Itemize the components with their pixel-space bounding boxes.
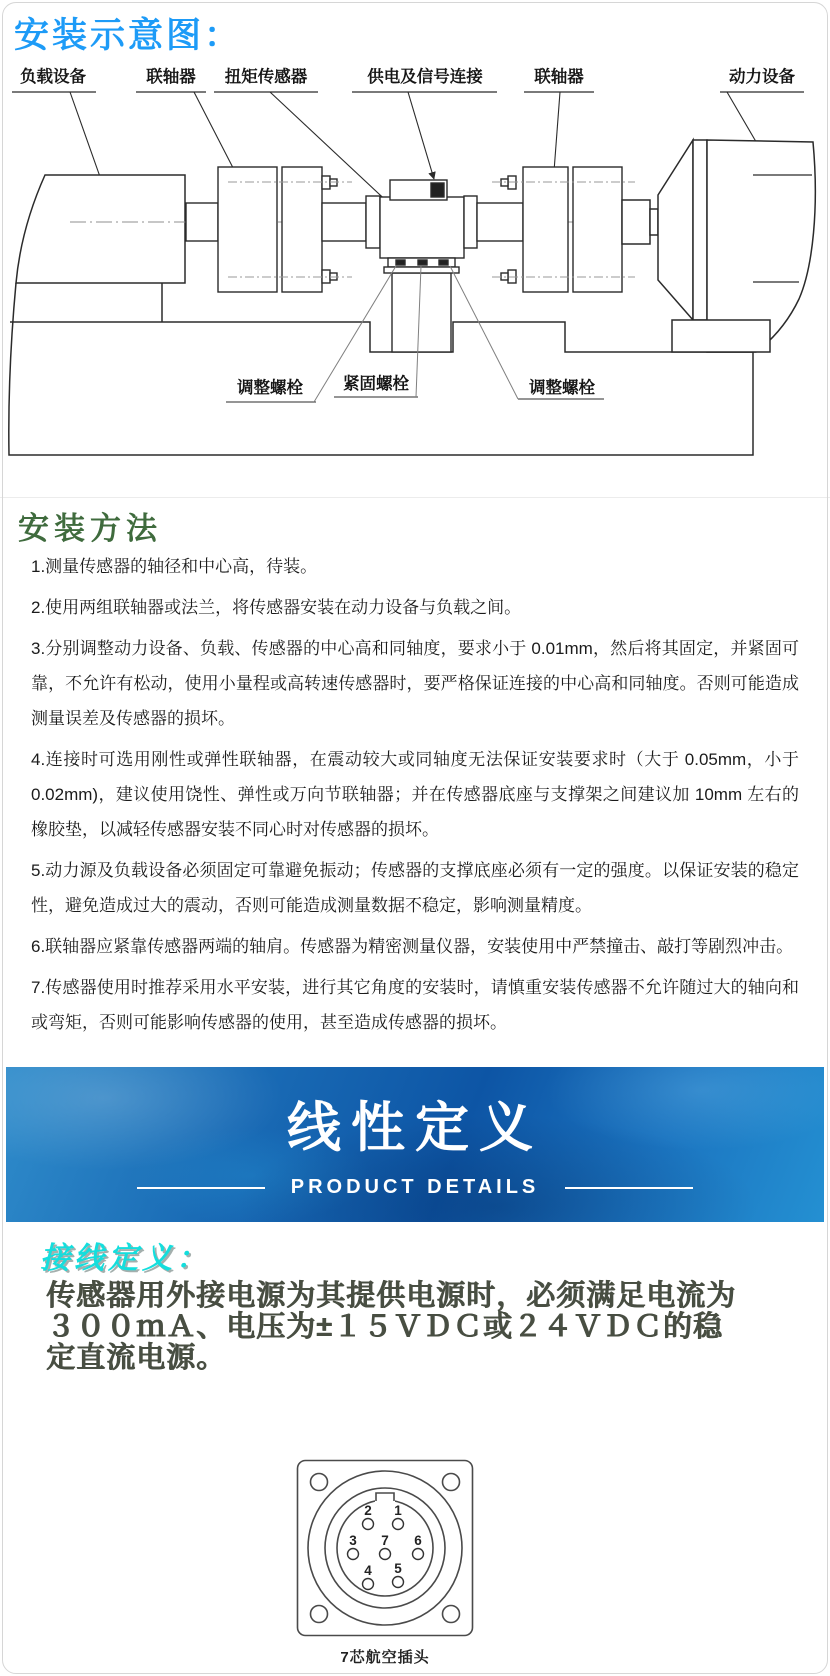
pin-3 (348, 1549, 359, 1560)
wiring-definition-title: 接线定义： (40, 1242, 210, 1275)
banner-rule-right (565, 1187, 693, 1189)
note-line-2: ３００ｍＡ、电压为±１５ＶＤＣ或２４ＶＤＣ的稳 (46, 1311, 723, 1343)
label-adjust-bolt-right: 调整螺栓 (529, 379, 595, 397)
sensor-pedestal (384, 258, 459, 352)
install-step-7: 7.传感器使用时推荐采用水平安装，进行其它角度的安装时，请慎重安装传感器不允许随过大的轴向和或弯矩，否则可能影响传感器的使用，甚至造成传感器的损坏。 (31, 978, 799, 1032)
mount-hole (443, 1474, 460, 1491)
pin-2-number: 2 (364, 1503, 372, 1518)
label-coupling-right: 联轴器 (534, 68, 584, 86)
banner-title: 线性定义 (287, 1098, 543, 1158)
machine-base (9, 283, 753, 455)
label-torque-sensor: 扭矩传感器 (224, 68, 308, 86)
note-line-3: 定直流电源。 (46, 1342, 227, 1374)
install-steps (31, 549, 799, 1046)
aviation-plug-diagram (255, 1448, 515, 1644)
torque-sensor-assembly (322, 180, 523, 258)
power-supply-note (46, 1281, 808, 1374)
mount-hole (443, 1606, 460, 1623)
pin-6-number: 6 (414, 1533, 422, 1548)
pin-3-number: 3 (349, 1533, 357, 1548)
install-method-title: 安装方法 (18, 511, 162, 546)
install-step-1: 1.测量传感器的轴径和中心高，待装。 (31, 557, 318, 576)
install-step-2: 2.使用两组联轴器或法兰，将传感器安装在动力设备与负载之间。 (31, 598, 522, 617)
bottom-label-underlines (226, 397, 604, 402)
label-coupling-left: 联轴器 (146, 68, 196, 86)
label-power-device: 动力设备 (729, 68, 795, 86)
install-diagram-title: 安装示意图： (14, 16, 243, 55)
install-step-6: 6.联轴器应紧靠传感器两端的轴肩。传感器为精密测量仪器，安装使用中严禁撞击、敲打等剧烈冲击。 (31, 937, 794, 956)
install-step-3: 3.分别调整动力设备、负载、传感器的中心高和同轴度，要求小于 0.01mm，然后将其固定，并紧固可靠，不允许有松动，使用小量程或高转速传感器时，要严格保证连接的中心高和同轴度。否则可能造成测量误差及传感器的损坏。 (31, 639, 799, 728)
mount-hole (311, 1606, 328, 1623)
banner-subtitle-row (137, 1176, 694, 1199)
pin-4 (363, 1579, 374, 1590)
banner-subtitle: PRODUCT DETAILS (290, 1176, 540, 1198)
pin-1-number: 1 (394, 1503, 402, 1518)
load-device-block (16, 175, 185, 283)
connector-port (431, 183, 444, 197)
power-device-motor (622, 140, 815, 352)
install-step-5: 5.动力源及负载设备必须固定可靠避免振动；传感器的支撑底座必须有一定的强度。以保证安装的稳定性，避免造成过大的震动，否则可能造成测量数据不稳定，影响测量精度。 (31, 861, 799, 915)
pin-2 (363, 1519, 374, 1530)
label-power-signal: 供电及信号连接 (367, 68, 483, 86)
pin-5-number: 5 (394, 1561, 402, 1576)
pin-1 (393, 1519, 404, 1530)
pin-7 (380, 1549, 391, 1560)
pin-5 (393, 1577, 404, 1588)
label-fasten-bolt: 紧固螺栓 (343, 375, 409, 393)
banner-rule-left (137, 1187, 265, 1189)
motor-pedestal (672, 320, 770, 352)
section-divider (0, 497, 830, 498)
coupling-left-assembly (186, 167, 337, 292)
pin-4-number: 4 (364, 1563, 372, 1578)
note-line-1: 传感器用外接电源为其提供电源时，必须满足电流为 (46, 1280, 737, 1312)
install-step-4: 4.连接时可选用刚性或弹性联轴器，在震动较大或同轴度无法保证安装要求时（大于 0.05mm，小于 0.02mm)，建议使用饶性、弹性或万向节联轴器；并在传感器底座与支撑架之间建议加 10mm 左右的橡胶垫，以减轻传感器安装不同心时对传感器的损坏。 (31, 750, 799, 839)
pin-6 (413, 1549, 424, 1560)
label-load-device: 负载设备 (20, 68, 86, 86)
label-adjust-bolt-left: 调整螺栓 (237, 379, 303, 397)
installation-diagram (0, 52, 830, 498)
pin-7-number: 7 (381, 1533, 389, 1548)
mount-hole (311, 1474, 328, 1491)
section-banner (6, 1067, 824, 1222)
plug-caption: 7芯航空插头 (340, 1649, 430, 1666)
torque-sensor-body (380, 197, 464, 258)
